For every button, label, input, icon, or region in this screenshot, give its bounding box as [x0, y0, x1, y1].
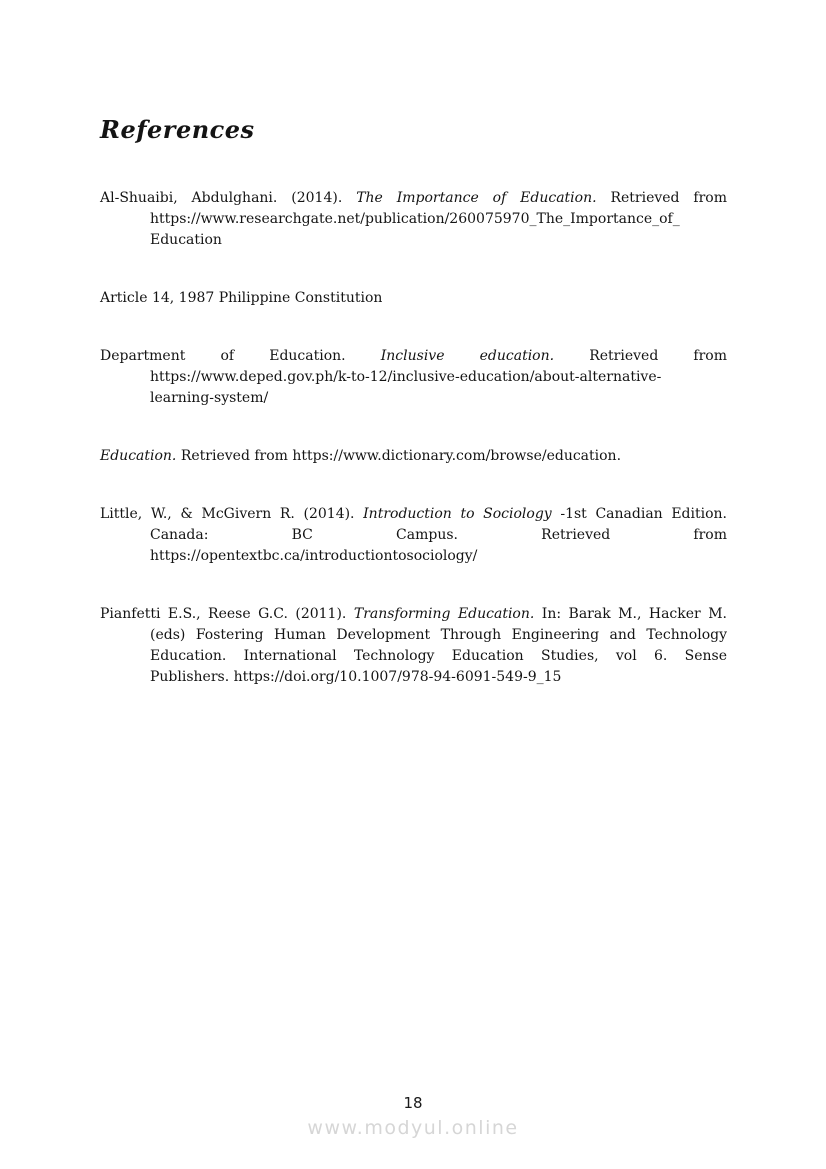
reference-text: Canada: BC Campus. Retrieved from: [150, 527, 727, 543]
reference-text: Education. International Technology Education Studies, vol 6. Sense: [150, 648, 727, 664]
reference-line: [100, 288, 727, 309]
reference-text: https://www.deped.gov.ph/k-to-12/inclusive-education/about-alternative-: [150, 369, 662, 385]
reference-line: [100, 546, 727, 567]
reference-text: -1st Canadian Edition.: [551, 506, 727, 522]
reference-text: Al-Shuaibi, Abdulghani. (2014).: [100, 190, 357, 206]
reference-title-text: The Importance of Education.: [356, 190, 597, 206]
page-title: References: [100, 115, 255, 145]
reference-text: Little, W., & McGivern R. (2014).: [100, 506, 364, 522]
reference-line: [100, 188, 727, 209]
reference-text: Department of Education.: [100, 348, 381, 364]
reference-entry: [100, 188, 727, 251]
reference-title-text: Inclusive education.: [380, 348, 555, 364]
page-number: 18: [403, 1094, 423, 1112]
reference-line: [100, 230, 727, 251]
reference-entry: [100, 288, 727, 309]
reference-text: Pianfetti E.S., Reese G.C. (2011).: [100, 606, 354, 622]
reference-text: (eds) Fostering Human Development Through Engineering and Technology: [150, 627, 727, 643]
reference-line: [100, 625, 727, 646]
reference-text: Article 14, 1987 Philippine Constitution: [100, 290, 383, 306]
reference-line: [100, 646, 727, 667]
reference-line: [100, 525, 727, 546]
watermark: www.modyul.online: [307, 1117, 519, 1139]
reference-line: [100, 388, 727, 409]
reference-line: [100, 504, 727, 525]
reference-text: Retrieved from https://www.dictionary.com/browse/education.: [176, 448, 622, 464]
reference-line: [100, 367, 727, 388]
reference-title-text: Education.: [100, 448, 177, 464]
reference-line: [100, 604, 727, 625]
reference-line: [100, 346, 727, 367]
reference-text: Education: [150, 232, 222, 248]
reference-line: [100, 667, 727, 688]
reference-text: Publishers. https://doi.org/10.1007/978-94-6091-549-9_15: [150, 669, 562, 685]
reference-entry: [100, 346, 727, 409]
reference-text: https://opentextbc.ca/introductiontosociology/: [150, 548, 478, 564]
reference-entry: [100, 446, 727, 467]
reference-text: Retrieved from: [554, 348, 727, 364]
references-list: [100, 188, 727, 725]
reference-entry: [100, 504, 727, 567]
reference-line: [100, 446, 727, 467]
reference-text: Retrieved from: [596, 190, 727, 206]
reference-text: In: Barak M., Hacker M.: [534, 606, 727, 622]
reference-text: learning-system/: [150, 390, 269, 406]
reference-text: https://www.researchgate.net/publication/260075970_The_Importance_of_: [150, 211, 680, 227]
reference-entry: [100, 604, 727, 688]
reference-title-text: Transforming Education.: [353, 606, 535, 622]
reference-title-text: Introduction to Sociology: [363, 506, 552, 522]
reference-line: [100, 209, 727, 230]
